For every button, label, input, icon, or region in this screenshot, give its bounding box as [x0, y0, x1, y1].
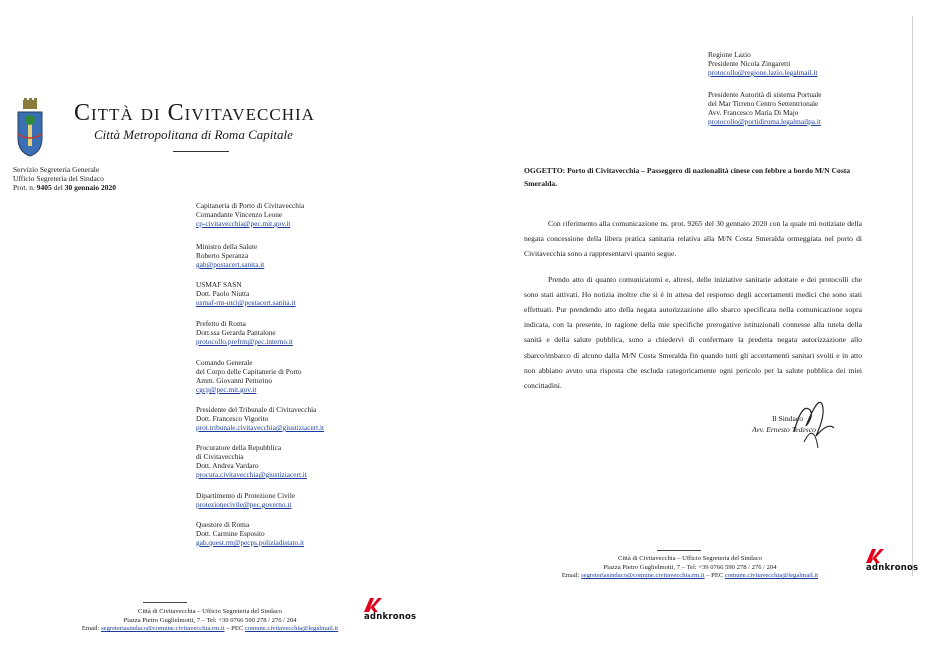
addressee-email-link[interactable]: cgcp@pec.mit.gov.it	[196, 385, 257, 394]
protocol-number: 9405	[36, 183, 52, 192]
addressee-email-link[interactable]: gab.quest.rm@pecps.poliziadistato.it	[196, 538, 305, 547]
adnkronos-wordmark: adnkronos	[866, 563, 919, 573]
adnkronos-logo	[866, 549, 918, 573]
addressee-block: USMAF SASN Dott. Paolo Niutta usmaf-rm-utci@postacert.sanita.it	[196, 280, 296, 307]
addressee-block: Questore di Roma Dott. Carmine Esposito gab.quest.rm@pecps.poliziadistato.it	[196, 520, 305, 547]
handwritten-signature	[788, 392, 838, 450]
recipient-email-link[interactable]: protocollo@regione.lazio.legalmail.it	[708, 68, 818, 77]
footer-left: Città di Civitavecchia – Ufficio Segreteria del Sindaco Piazza Pietro Guglielmotti, 7 – Tel: +39 0766 590 278 / 276 / 204 Email: segreteriasindaco@comune.civitavecchia.rm.it – PEC comune.civitavecchia@legalmail.it	[81, 608, 339, 632]
recipient-block: Presidente Autorità di sistema Portuale del Mar Tirreno Centro Settentrionale Avv. Francesco Maria Di Majo protocollo@portidiroma.legalmailpa.it	[708, 90, 822, 126]
addressee-block: Prefetto di Roma Dott.ssa Gerarda Pantalone protocollo.prefrm@pec.interno.it	[196, 319, 293, 346]
addressee-block: Presidente del Tribunale di Civitavecchia Dott. Francesco Vigorito prot.tribunale.civitavecchia@giustiziacert.it	[196, 405, 325, 432]
addressee-email-link[interactable]: gab@postacert.sanita.it	[196, 260, 265, 269]
adnkronos-mark-icon	[364, 598, 382, 612]
adnkronos-logo	[364, 598, 416, 622]
title-divider	[173, 151, 229, 152]
footer-email-link[interactable]: segreteriasindaco@comune.civitavecchia.rm.it	[581, 572, 705, 579]
letter-subject	[524, 164, 864, 190]
footer-divider	[657, 550, 701, 551]
protocol-line: Prot. n. 9405 del 30 gennaio 2020	[13, 183, 116, 192]
addressee-block: Procuratore della Repubblica di Civitavecchia Dott. Andrea Vardaro procura.civitavecchia@giustiziacert.it	[196, 443, 307, 479]
city-subtitle: Città Metropolitana di Roma Capitale	[94, 127, 293, 142]
signature-title: Il Sindaco	[772, 414, 804, 423]
addressee-block: Dipartimento di Protezione Civile protezionecivile@pec.governo.it	[196, 491, 296, 509]
addressee-email-link[interactable]: prot.tribunale.civitavecchia@giustiziacert.it	[196, 423, 325, 432]
subject-text: Porto di Civitavecchia – Passeggero di nazionalità cinese con febbre a bordo M/N Costa Smeralda.	[524, 166, 851, 188]
signature-name: Avv. Ernesto Tedesco	[752, 425, 816, 434]
city-title: Città di Civitavecchia	[74, 100, 315, 126]
adnkronos-wordmark: adnkronos	[364, 612, 417, 622]
office-line: Servizio Segreteria Generale	[13, 165, 100, 174]
addressee-email-link[interactable]: usmaf-rm-utci@postacert.sanita.it	[196, 298, 296, 307]
footer-pec-link[interactable]: comune.civitavecchia@legalmail.it	[244, 625, 339, 632]
recipient-block: Regione Lazio Presidente Nicola Zingaretti protocollo@regione.lazio.legalmail.it	[708, 50, 818, 77]
addressee-block: Comando Generale del Corpo delle Capitanerie di Porto Amm. Giovanni Pettorino cgcp@pec.mit.gov.it	[196, 358, 302, 394]
addressee-block: Capitaneria di Porto di Civitavecchia Comandante Vincenzo Leone cp-civitavecchia@pec.mit.gov.it	[196, 201, 305, 228]
page-edge	[912, 16, 913, 576]
recipient-email-link[interactable]: protocollo@portidiroma.legalmailpa.it	[708, 117, 821, 126]
body-paragraph: Prendo atto di quanto comunicatomi e, altresì, delle iniziative sanitarie adottate e dei protocolli che sono stati attivati. Ho notizia inoltre che si è in attesa del responso degli accertamenti medici che sono stati effettuati. Pur prendendo atto della negata autorizzazione allo sbarco specificata nella comunicazione sopra indicata, con la presente, in ragione della mie specifiche prerogative istituzionali connesse alla tutela della sanità e della salute pubblica, sono a chiedervi di confermare la predetta negata autorizzazione allo sbarco/imbarco di alcuno dalla M/N Costa Smeralda fin quando tutti gli accertamenti sanitari svolti e in atto non abbiano avuto una risposta che escluda categoricamente ogni pericolo per la salute pubblica dei miei concittadini.	[524, 274, 862, 391]
addressee-email-link[interactable]: protocollo.prefrm@pec.interno.it	[196, 337, 293, 346]
body-paragraph: Con riferimento alla comunicazione ns. prot. 9265 del 30 gennaio 2020 con la quale mi notiziate della negata concessione della libera pratica sanitaria relativa alla M/N Costa Smeralda ormeggiata nel porto di Civitavecchia sono a rappresentarvi quanto segue.	[524, 219, 862, 259]
letter-body	[524, 216, 862, 403]
footer-pec-link[interactable]: comune.civitavecchia@legalmail.it	[724, 572, 819, 579]
addressee-block: Ministro della Salute Roberto Speranza gab@postacert.sanita.it	[196, 242, 265, 269]
protocol-date: 30 gennaio 2020	[64, 183, 116, 192]
subject-label: OGGETTO:	[524, 166, 566, 175]
office-block	[13, 165, 116, 192]
footer-divider	[143, 602, 187, 603]
footer-email-link[interactable]: segreteriasindaco@comune.civitavecchia.rm.it	[101, 625, 225, 632]
city-crest-icon	[14, 98, 46, 158]
addressee-email-link[interactable]: procura.civitavecchia@giustiziacert.it	[196, 470, 307, 479]
addressee-email-link[interactable]: protezionecivile@pec.governo.it	[196, 500, 292, 509]
office-line: Ufficio Segreteria del Sindaco	[13, 174, 104, 183]
addressee-email-link[interactable]: cp-civitavecchia@pec.mit.gov.it	[196, 219, 291, 228]
footer-right: Città di Civitavecchia – Ufficio Segreteria del Sindaco Piazza Pietro Guglielmotti, 7 – Tel: +39 0766 590 278 / 276 / 204 Email: segreteriasindaco@comune.civitavecchia.rm.it – PEC comune.civitavecchia@legalmail.it	[561, 555, 819, 579]
adnkronos-mark-icon	[866, 549, 884, 563]
